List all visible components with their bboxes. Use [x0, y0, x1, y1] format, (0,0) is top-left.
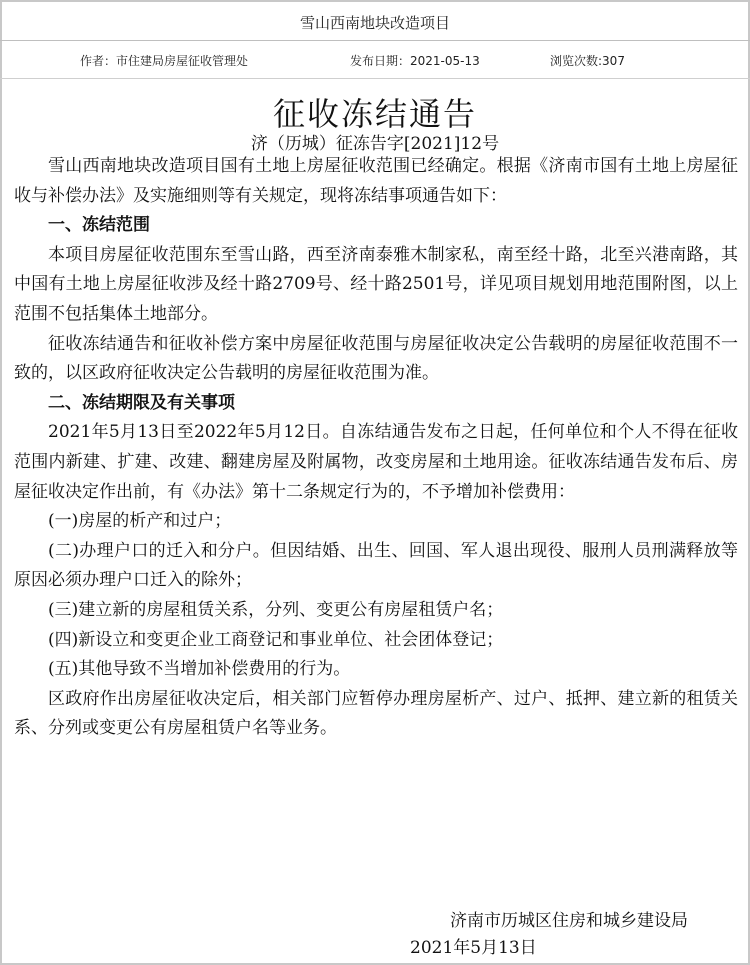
section-heading: 一、冻结范围: [48, 215, 150, 236]
list-item: (二)办理户口的迁入和分户。但因结婚、出生、回国、军人退出现役、服刑人员刑满释放等原因必须办理户口迁入的除外；: [14, 540, 738, 591]
view-count: 浏览次数:307: [550, 54, 625, 68]
paragraph: 本项目房屋征收范围东至雪山路，西至济南泰雅木制家私，南至经十路，北至兴港南路，其中国有土地上房屋征收涉及经十路2709号、经十路2501号，详见项目规划用地范围附图，以上范围不包括集体土地部分。: [14, 244, 738, 324]
sign-date: 2021年5月13日: [410, 938, 537, 958]
section-heading: 二、冻结期限及有关事项: [48, 392, 235, 413]
intro-paragraph: 雪山西南地块改造项目国有土地上房屋征收范围已经确定。根据《济南市国有土地上房屋征收与补偿办法》及实施细则等有关规定，现将冻结事项通告如下：: [14, 156, 738, 206]
notice-title: 征收冻结通告: [272, 95, 477, 133]
closing-paragraph: 区政府作出房屋征收决定后，相关部门应暂停办理房屋析产、过户、抵押、建立新的租赁关系、分列或变更公有房屋租赁户名等业务。: [14, 688, 738, 739]
list-item: (一)房屋的析产和过户；: [48, 511, 232, 532]
list-item: (五)其他导致不当增加补偿费用的行为。: [48, 659, 351, 680]
divider: [0, 78, 750, 79]
list-item: (三)建立新的房屋租赁关系，分列、变更公有房屋租赁户名；: [48, 599, 504, 620]
publish-date: 发布日期：2021-05-13: [350, 54, 480, 68]
paragraph: 2021年5月13日至2022年5月12日。自冻结通告发布之日起，任何单位和个人不得在征收范围内新建、扩建、改建、翻建房屋及附属物，改变房屋和土地用途。征收冻结通告发布后、房屋征收决定作出前，有《办法》第十二条规定行为的，不予增加补偿费用：: [14, 422, 738, 502]
notice-body: [14, 152, 738, 744]
notice-number: 济（历城）征冻告字[2021]12号: [250, 134, 500, 154]
site-title: 雪山西南地块改造项目: [299, 14, 450, 32]
author-label: 作者：市住建局房屋征收管理处: [80, 54, 249, 68]
paragraph: 征收冻结通告和征收补偿方案中房屋征收范围与房屋征收决定公告载明的房屋征收范围不一致的，以区政府征收决定公告载明的房屋征收范围为准。: [14, 333, 738, 384]
signer: 济南市历城区住房和城乡建设局: [450, 911, 688, 931]
list-item: (四)新设立和变更企业工商登记和事业单位、社会团体登记；: [48, 629, 504, 650]
divider: [0, 40, 750, 41]
